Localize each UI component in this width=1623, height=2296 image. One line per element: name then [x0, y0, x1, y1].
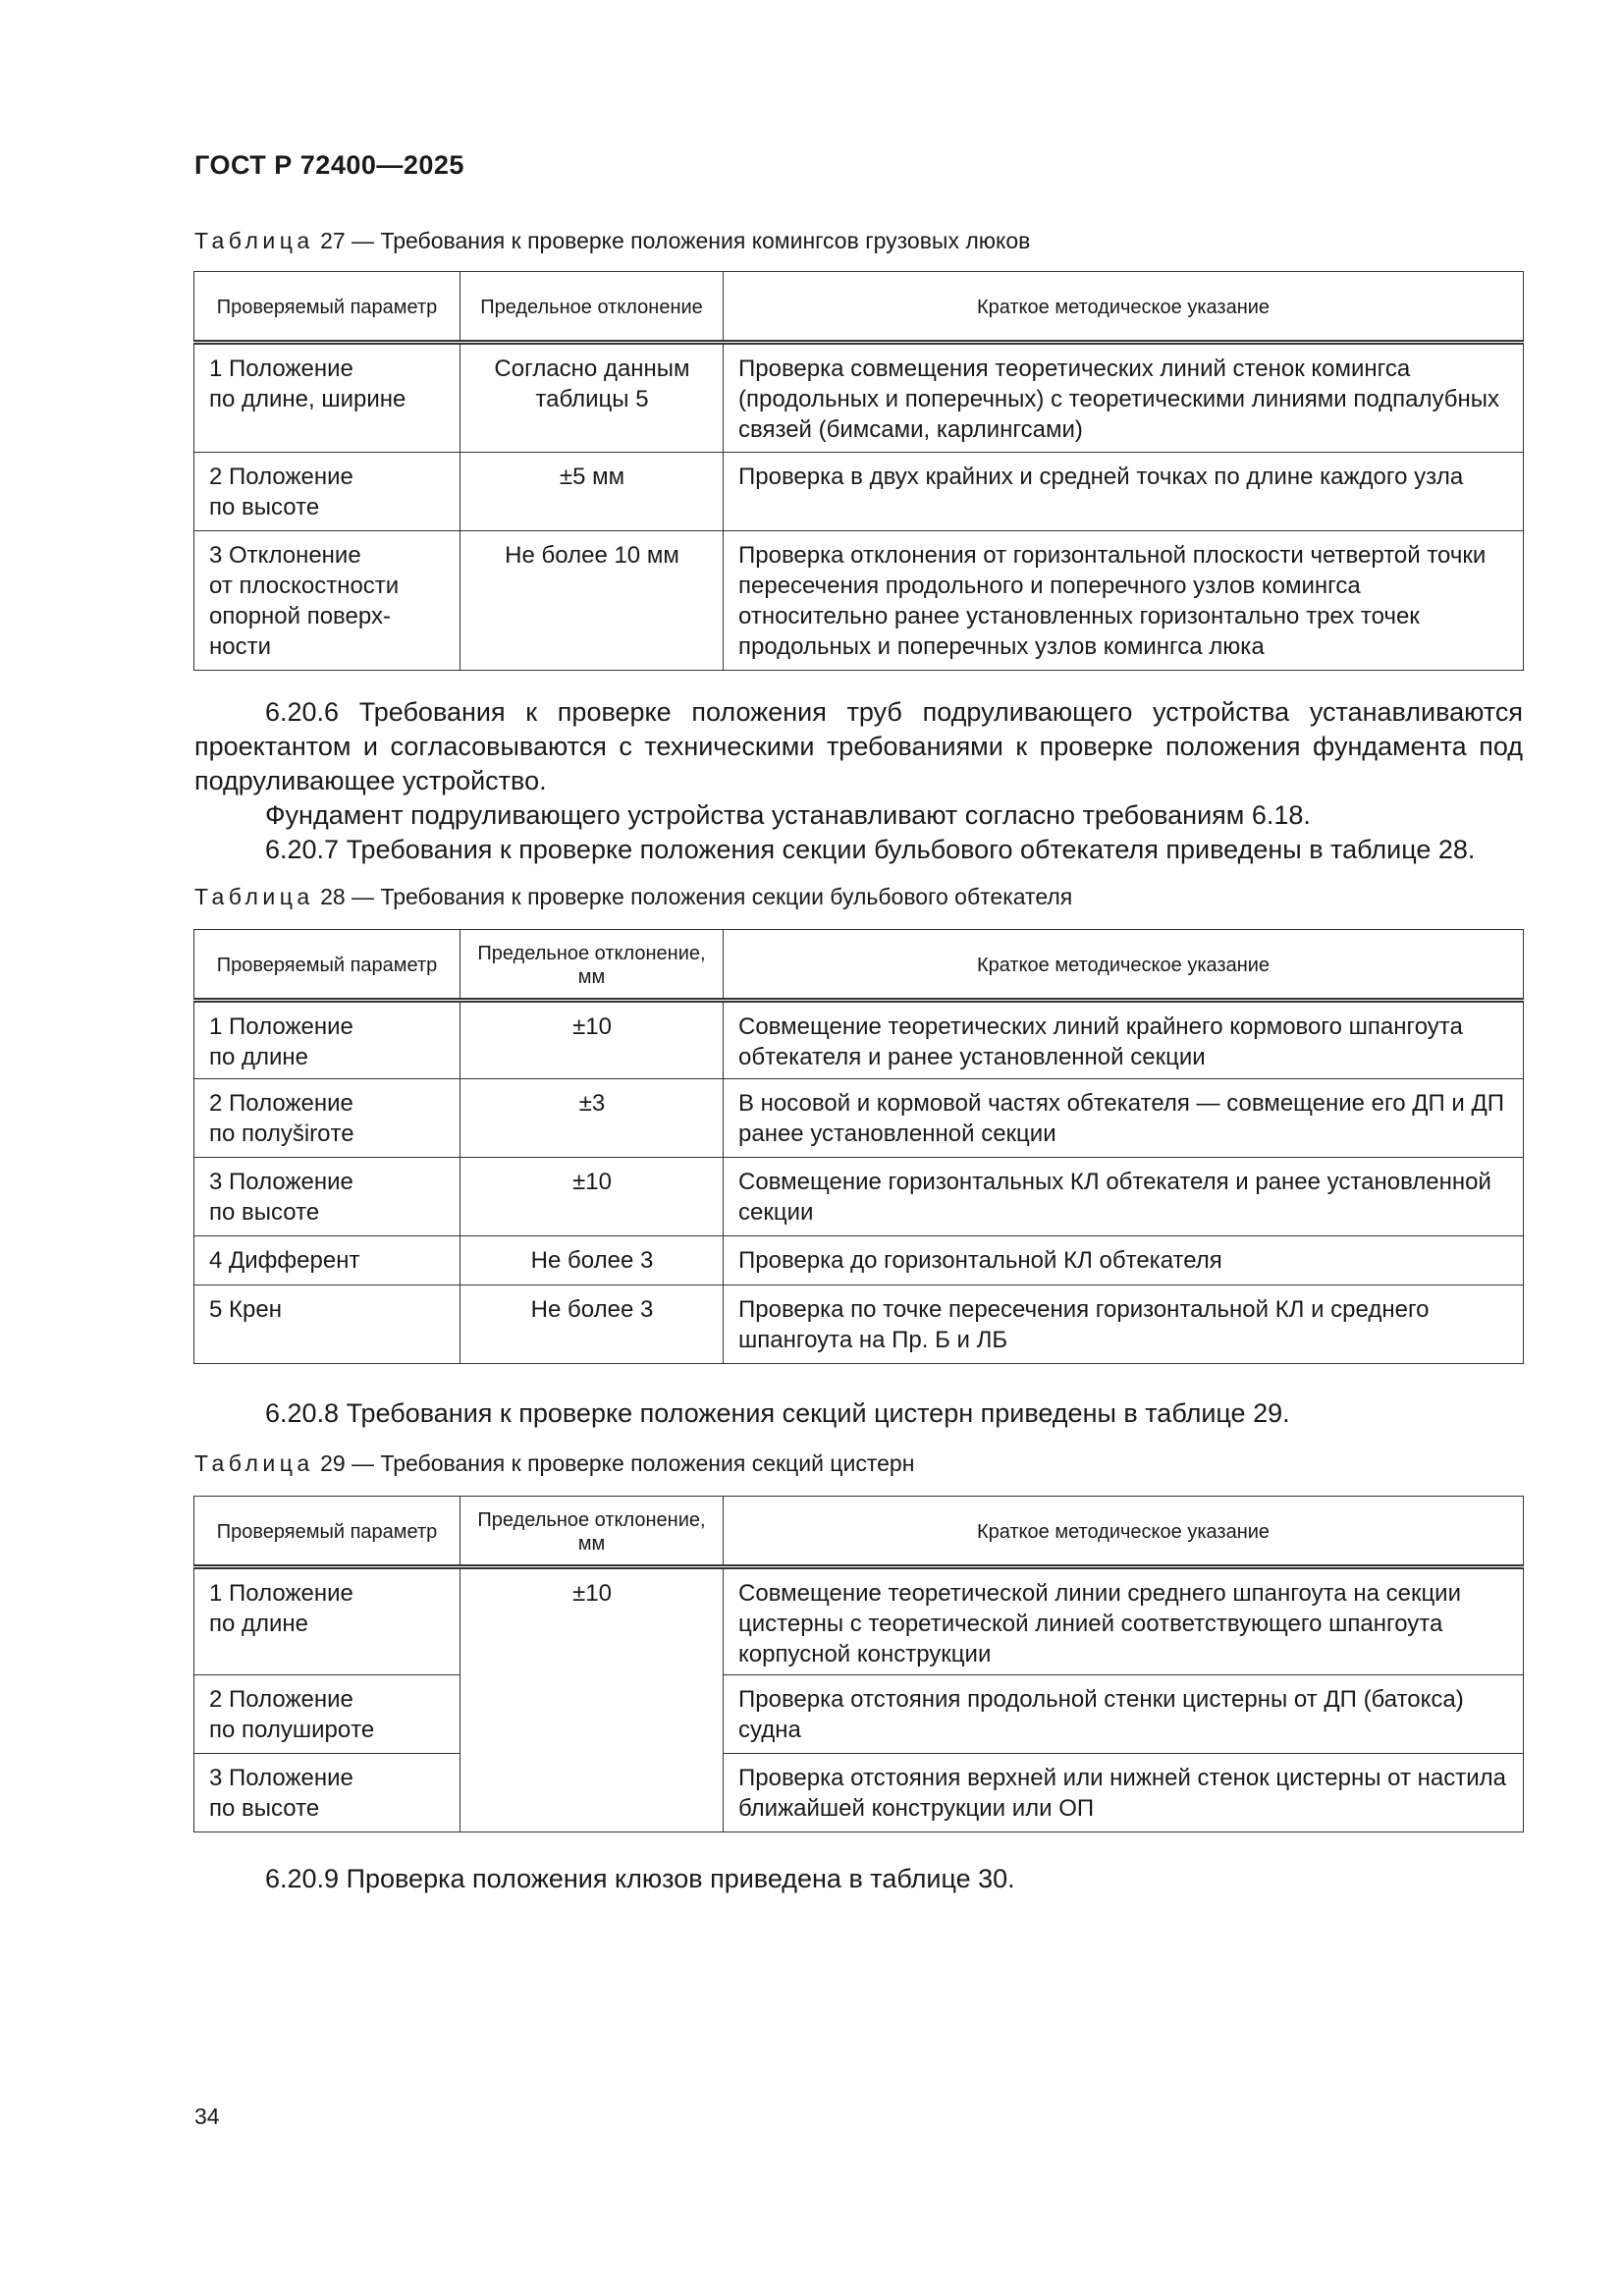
table-row — [194, 453, 1524, 531]
column-header: Краткое методическое указание — [724, 1497, 1524, 1567]
column-header: Проверяемый параметр — [194, 272, 460, 343]
table-row — [194, 1567, 1524, 1675]
param-cell: 2 Положение по полуširoте — [194, 1079, 460, 1158]
caption-word: Таблица — [194, 1450, 314, 1476]
note-cell: Совмещение горизонтальных КЛ обтекателя и ранее установленной секции — [724, 1158, 1524, 1236]
table-27-caption — [194, 228, 1030, 254]
table-27 — [193, 271, 1524, 671]
note-cell: Проверка по точке пересечения горизонтальной КЛ и среднего шпангоута на Пр. Б и ЛБ — [724, 1285, 1524, 1364]
note-cell: Совмещение теоретической линии среднего шпангоута на секции цистерны с теоретической линией соответствующего шпангоута корпусной конструкции — [724, 1567, 1524, 1675]
caption-text: 29 — Требования к проверке положения секций цистерн — [320, 1450, 915, 1476]
caption-text: 27 — Требования к проверке положения комингсов грузовых люков — [320, 228, 1031, 253]
table-row — [194, 1001, 1524, 1079]
column-header: Предельное отклонение, мм — [460, 930, 724, 1001]
deviation-cell: ±10 — [460, 1158, 724, 1236]
note-cell: Проверка отстояния верхней или нижней стенок цистерны от настила ближайшей конструкции или ОП — [724, 1754, 1524, 1832]
column-header: Проверяемый параметр — [194, 930, 460, 1001]
column-header: Краткое методическое указание — [724, 930, 1524, 1001]
column-header: Предельное отклонение, мм — [460, 1497, 724, 1567]
note-cell: В носовой и кормовой частях обтекателя — совмещение его ДП и ДП ранее установленной секции — [724, 1079, 1524, 1158]
table-row — [194, 1754, 1524, 1832]
paragraph: 6.20.9 Проверка положения клюзов приведена в таблице 30. — [265, 1864, 1015, 1893]
column-header: Краткое методическое указание — [724, 272, 1524, 343]
deviation-cell: Не более 10 мм — [460, 531, 724, 671]
table-row — [194, 1079, 1524, 1158]
param-cell: 3 Положение по высоте — [194, 1158, 460, 1236]
paragraph-block-6-20-8 — [194, 1396, 1523, 1431]
table-28-caption — [194, 884, 1072, 910]
paragraph: Фундамент подруливающего устройства устанавливают согласно требованиям 6.18. — [265, 800, 1311, 830]
param-cell: 5 Крен — [194, 1285, 460, 1364]
table-row — [194, 531, 1524, 671]
deviation-cell: Согласно данным таблицы 5 — [460, 343, 724, 453]
paragraph-block-6-20-9 — [194, 1862, 1523, 1896]
table-row — [194, 1158, 1524, 1236]
param-cell: 2 Положение по высоте — [194, 453, 460, 531]
param-cell: 2 Положение по полуширoте — [194, 1675, 460, 1754]
note-cell: Проверка отстояния продольной стенки цистерны от ДП (батокса) судна — [724, 1675, 1524, 1754]
caption-word: Таблица — [194, 884, 314, 909]
table-row — [194, 1675, 1524, 1754]
param-cell: 1 Положение по длине — [194, 1567, 460, 1675]
param-cell: 3 Отклонение от плоскостности опорной поверх- ности — [194, 531, 460, 671]
param-cell: 1 Положение по длине, ширине — [194, 343, 460, 453]
caption-word: Таблица — [194, 228, 314, 253]
note-cell: Проверка до горизонтальной КЛ обтекателя — [724, 1236, 1524, 1285]
table-28 — [193, 929, 1524, 1364]
param-cell: 1 Положение по длине — [194, 1001, 460, 1079]
deviation-cell: ±3 — [460, 1079, 724, 1158]
deviation-cell: Не более 3 — [460, 1285, 724, 1364]
table-row — [194, 343, 1524, 453]
deviation-cell: ±10 — [460, 1001, 724, 1079]
param-cell: 4 Дифферент — [194, 1236, 460, 1285]
deviation-cell: Не более 3 — [460, 1236, 724, 1285]
paragraph: 6.20.8 Требования к проверке положения секций цистерн приведены в таблице 29. — [265, 1398, 1290, 1428]
deviation-cell: ±10 — [460, 1567, 724, 1832]
page-number: 34 — [194, 2104, 220, 2129]
table-29 — [193, 1496, 1524, 1832]
table-row — [194, 1236, 1524, 1285]
column-header: Предельное отклонение — [460, 272, 724, 343]
caption-text: 28 — Требования к проверке положения секции бульбового обтекателя — [320, 884, 1073, 909]
standard-designation: ГОСТ Р 72400—2025 — [194, 150, 464, 180]
note-cell: Проверка в двух крайних и средней точках по длине каждого узла — [724, 453, 1524, 531]
column-header: Проверяемый параметр — [194, 1497, 460, 1567]
paragraph: 6.20.6 Требования к проверке положения труб подруливающего устройства устанавливаются проектантом и согласовываются с техническими требованиями к проверке положения фундамента под подруливающее устройство. — [194, 697, 1523, 795]
paragraph-block-6-20-6 — [194, 695, 1523, 867]
note-cell: Проверка совмещения теоретических линий стенок комингса (продольных и поперечных) с теоретическими линиями подпалубных связей (бимсами, карлингсами) — [724, 343, 1524, 453]
note-cell: Совмещение теоретических линий крайнего кормового шпангоута обтекателя и ранее установленной секции — [724, 1001, 1524, 1079]
paragraph: 6.20.7 Требования к проверке положения секции бульбового обтекателя приведены в таблице 28. — [265, 835, 1476, 864]
table-row — [194, 1285, 1524, 1364]
note-cell: Проверка отклонения от горизонтальной плоскости четвертой точки пересечения продольного и поперечного узлов комингса относительно ранее установленных горизонтально трех точек продольных и поперечных узлов комингса люка — [724, 531, 1524, 671]
deviation-cell: ±5 мм — [460, 453, 724, 531]
table-29-caption — [194, 1450, 914, 1477]
param-cell: 3 Положение по высоте — [194, 1754, 460, 1832]
